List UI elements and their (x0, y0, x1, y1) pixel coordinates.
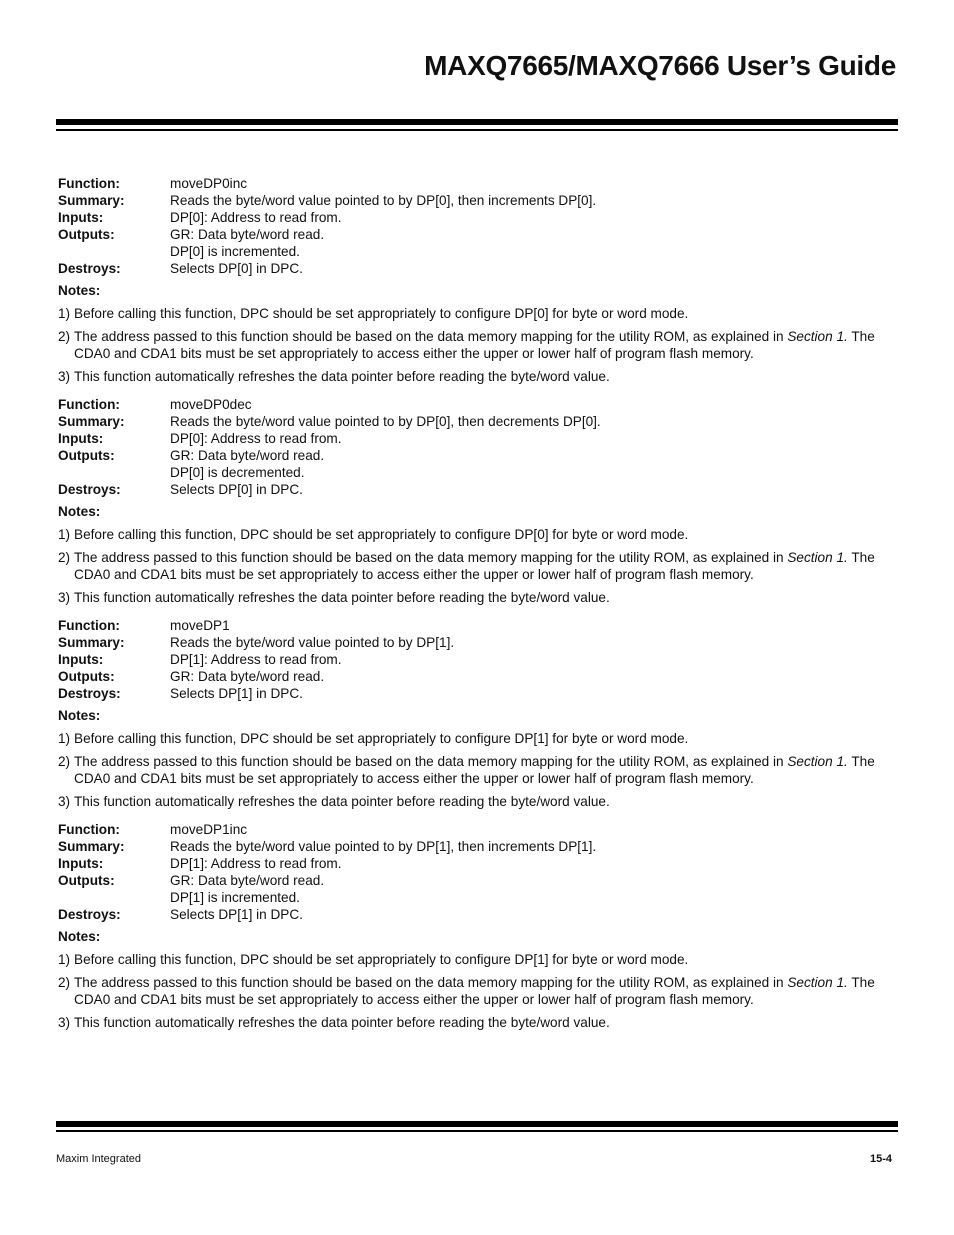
note-text-part: The CDA0 and CDA1 bits must be set appropriately to access either the upper or lower half of program flash memory. (74, 754, 875, 787)
field-values (170, 176, 898, 193)
field-values (170, 261, 898, 278)
note-number: 1) (58, 952, 71, 968)
inputs-value: DP[1]: Address to read from. (170, 651, 342, 667)
summary-value: Reads the byte/word value pointed to by DP[0], then decrements DP[0]. (170, 413, 601, 429)
note-text-part: Before calling this function, DPC should be set appropriately to configure DP[1] for byte or word mode. (74, 952, 689, 968)
outputs-value: GR: Data byte/word read. (170, 872, 325, 888)
note-number: 3) (58, 369, 71, 385)
note-number: 1) (58, 306, 71, 322)
note-item (58, 975, 898, 1009)
field-label: Outputs: (58, 226, 115, 242)
note-text (74, 975, 898, 1009)
field-outputs (58, 227, 898, 261)
field-label: Outputs: (58, 447, 115, 463)
field-values (170, 618, 898, 635)
note-item (58, 527, 898, 544)
field-label: Inputs: (58, 209, 104, 225)
page-title: MAXQ7665/MAXQ7666 User’s Guide (424, 50, 896, 81)
function-value: moveDP1inc (170, 822, 248, 837)
note-text-part: The address passed to this function should be based on the data memory mapping for the utility ROM, as explained in (74, 550, 788, 566)
field-label: Function: (58, 617, 120, 633)
field-values (170, 227, 898, 261)
field-destroys (58, 686, 898, 703)
field-values (170, 686, 898, 703)
field-label: Inputs: (58, 855, 104, 871)
function-value: moveDP1 (170, 617, 230, 633)
note-number: 2) (58, 550, 71, 566)
note-number: 1) (58, 527, 71, 543)
field-values (170, 669, 898, 686)
field-summary (58, 414, 898, 431)
field-function (58, 822, 898, 839)
field-label: Summary: (58, 413, 125, 429)
note-number: 2) (58, 754, 71, 770)
note-item (58, 550, 898, 584)
note-text (74, 1015, 898, 1032)
note-item (58, 329, 898, 363)
note-number: 3) (58, 590, 71, 606)
outputs-value: DP[0] is incremented. (170, 243, 300, 259)
note-item (58, 731, 898, 748)
note-number: 2) (58, 329, 71, 345)
note-item (58, 369, 898, 386)
field-values (170, 414, 898, 431)
function-block (58, 618, 898, 811)
note-text (74, 306, 898, 323)
notes-heading: Notes: (58, 708, 101, 724)
field-outputs (58, 873, 898, 907)
field-values (170, 907, 898, 924)
footer-rule-thin (56, 1130, 898, 1132)
field-values (170, 448, 898, 482)
field-destroys (58, 482, 898, 499)
header-rule-thin (56, 129, 898, 131)
function-block (58, 397, 898, 607)
section-reference: Section 1. (787, 975, 848, 991)
note-number: 3) (58, 1015, 71, 1031)
field-summary (58, 839, 898, 856)
function-block (58, 822, 898, 1032)
field-label: Function: (58, 176, 120, 191)
note-number: 3) (58, 794, 71, 810)
field-inputs (58, 652, 898, 669)
note-text-part: The address passed to this function should be based on the data memory mapping for the utility ROM, as explained in (74, 975, 788, 991)
field-label: Summary: (58, 634, 125, 650)
note-text-part: This function automatically refreshes the data pointer before reading the byte/word value. (74, 590, 610, 606)
field-values (170, 652, 898, 669)
note-text (74, 550, 898, 584)
field-function (58, 618, 898, 635)
section-reference: Section 1. (787, 329, 848, 345)
note-text-part: This function automatically refreshes the data pointer before reading the byte/word value. (74, 369, 610, 385)
note-text (74, 754, 898, 788)
function-value: moveDP0inc (170, 176, 248, 191)
field-inputs (58, 210, 898, 227)
note-item (58, 794, 898, 811)
note-text-part: Before calling this function, DPC should be set appropriately to configure DP[0] for byte or word mode. (74, 527, 689, 543)
field-outputs (58, 448, 898, 482)
field-values (170, 431, 898, 448)
note-text (74, 369, 898, 386)
field-label: Outputs: (58, 668, 115, 684)
note-text (74, 731, 898, 748)
field-label: Destroys: (58, 906, 121, 922)
note-text-part: The CDA0 and CDA1 bits must be set appropriately to access either the upper or lower half of program flash memory. (74, 550, 875, 583)
destroys-value: Selects DP[0] in DPC. (170, 260, 303, 276)
note-text (74, 329, 898, 363)
header-rule-thick (56, 119, 898, 125)
footer-page-number: 15-4 (869, 1153, 892, 1165)
notes-heading: Notes: (58, 504, 101, 520)
destroys-value: Selects DP[1] in DPC. (170, 906, 303, 922)
inputs-value: DP[0]: Address to read from. (170, 209, 342, 225)
note-text-part: The CDA0 and CDA1 bits must be set appropriately to access either the upper or lower half of program flash memory. (74, 329, 875, 362)
field-label: Function: (58, 396, 120, 412)
outputs-value: DP[1] is incremented. (170, 889, 300, 905)
destroys-value: Selects DP[0] in DPC. (170, 481, 303, 497)
summary-value: Reads the byte/word value pointed to by DP[1]. (170, 634, 455, 650)
note-text-part: Before calling this function, DPC should be set appropriately to configure DP[1] for byte or word mode. (74, 731, 689, 747)
outputs-value: GR: Data byte/word read. (170, 447, 325, 463)
section-reference: Section 1. (787, 550, 848, 566)
field-inputs (58, 856, 898, 873)
field-values (170, 822, 898, 839)
note-text (74, 590, 898, 607)
destroys-value: Selects DP[1] in DPC. (170, 685, 303, 701)
note-item (58, 952, 898, 969)
note-text-part: The address passed to this function should be based on the data memory mapping for the utility ROM, as explained in (74, 329, 788, 345)
document-body (58, 176, 898, 1043)
field-values (170, 482, 898, 499)
field-label: Destroys: (58, 260, 121, 276)
field-label: Outputs: (58, 872, 115, 888)
summary-value: Reads the byte/word value pointed to by DP[1], then increments DP[1]. (170, 838, 597, 854)
section-reference: Section 1. (787, 754, 848, 770)
note-item (58, 306, 898, 323)
field-inputs (58, 431, 898, 448)
field-label: Destroys: (58, 685, 121, 701)
function-block (58, 176, 898, 386)
function-value: moveDP0dec (170, 396, 252, 412)
notes-heading: Notes: (58, 929, 101, 945)
field-values (170, 839, 898, 856)
field-label: Summary: (58, 838, 125, 854)
field-destroys (58, 907, 898, 924)
field-function (58, 176, 898, 193)
note-item (58, 590, 898, 607)
note-text-part: Before calling this function, DPC should be set appropriately to configure DP[0] for byte or word mode. (74, 306, 689, 322)
note-text-part: The CDA0 and CDA1 bits must be set appropriately to access either the upper or lower half of program flash memory. (74, 975, 875, 1008)
field-function (58, 397, 898, 414)
notes-heading: Notes: (58, 283, 101, 299)
footer-rule-thick (56, 1121, 898, 1127)
field-summary (58, 193, 898, 210)
note-text-part: The address passed to this function should be based on the data memory mapping for the utility ROM, as explained in (74, 754, 788, 770)
note-item (58, 754, 898, 788)
field-label: Inputs: (58, 430, 104, 446)
note-text (74, 527, 898, 544)
note-text (74, 794, 898, 811)
inputs-value: DP[1]: Address to read from. (170, 855, 342, 871)
note-text-part: This function automatically refreshes the data pointer before reading the byte/word value. (74, 1015, 610, 1031)
field-label: Summary: (58, 192, 125, 208)
outputs-value: GR: Data byte/word read. (170, 226, 325, 242)
summary-value: Reads the byte/word value pointed to by DP[0], then increments DP[0]. (170, 192, 597, 208)
outputs-value: GR: Data byte/word read. (170, 668, 325, 684)
field-values (170, 193, 898, 210)
note-text (74, 952, 898, 969)
field-destroys (58, 261, 898, 278)
note-number: 2) (58, 975, 71, 991)
note-text-part: This function automatically refreshes the data pointer before reading the byte/word value. (74, 794, 610, 810)
field-values (170, 635, 898, 652)
field-values (170, 856, 898, 873)
field-values (170, 210, 898, 227)
field-label: Function: (58, 822, 120, 837)
note-number: 1) (58, 731, 71, 747)
field-values (170, 397, 898, 414)
outputs-value: DP[0] is decremented. (170, 464, 305, 480)
field-label: Destroys: (58, 481, 121, 497)
field-values (170, 873, 898, 907)
field-outputs (58, 669, 898, 686)
footer-company: Maxim Integrated (56, 1153, 141, 1165)
note-item (58, 1015, 898, 1032)
field-summary (58, 635, 898, 652)
field-label: Inputs: (58, 651, 104, 667)
inputs-value: DP[0]: Address to read from. (170, 430, 342, 446)
